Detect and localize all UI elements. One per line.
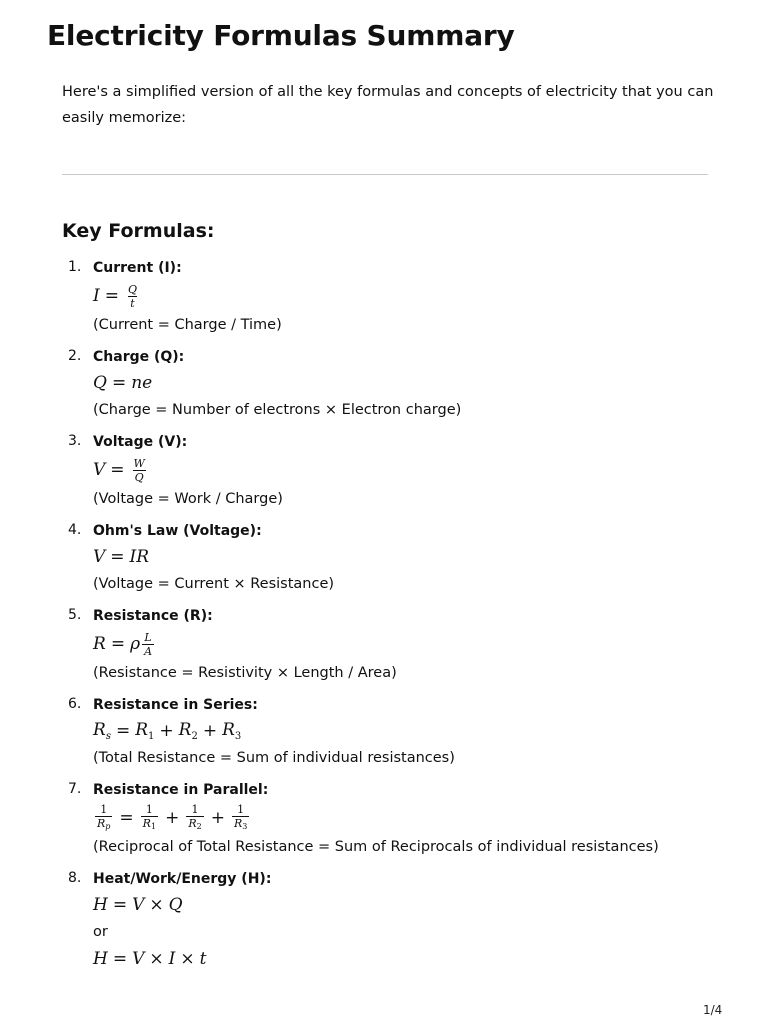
item-explanation: (Voltage = Current × Resistance) <box>93 576 335 592</box>
formula-item-voltage <box>68 432 728 510</box>
formula-item-series <box>68 695 728 769</box>
formula-item-ohms-law <box>68 521 728 595</box>
formula-resistance: R = ρ $\frac{L}{A}$ <box>93 630 153 658</box>
item-number: 1. <box>68 259 82 275</box>
page-title: Electricity Formulas Summary <box>47 19 515 52</box>
item-number: 8. <box>68 870 82 886</box>
formula-charge: Q = ne <box>93 373 153 393</box>
item-explanation: (Charge = Number of electrons × Electron charge) <box>93 402 462 418</box>
item-explanation: (Total Resistance = Sum of individual resistances) <box>93 750 455 766</box>
item-number: 7. <box>68 781 82 797</box>
formula-item-charge <box>68 347 728 421</box>
item-title: Heat/Work/Energy (H): <box>93 871 272 887</box>
formula-item-resistance <box>68 606 728 684</box>
item-explanation: (Reciprocal of Total Resistance = Sum of Reciprocals of individual resistances) <box>93 839 659 855</box>
formula-heat-energy-alt: H = V × I × t <box>93 949 207 969</box>
item-title: Resistance in Series: <box>93 697 258 713</box>
divider <box>62 174 708 175</box>
item-number: 6. <box>68 696 82 712</box>
item-explanation: (Resistance = Resistivity × Length / Area) <box>93 665 397 681</box>
item-title: Resistance (R): <box>93 608 213 624</box>
formula-voltage: V = $\frac{W}{Q}$ <box>93 456 145 484</box>
formula-item-current <box>68 258 728 336</box>
formula-item-parallel <box>68 780 728 858</box>
formula-series: $R_s$ = $R_1$ + $R_2$ + $R_3$ <box>93 720 242 742</box>
item-explanation: (Current = Charge / Time) <box>93 317 282 333</box>
item-number: 2. <box>68 348 82 364</box>
formula-list <box>68 258 728 984</box>
formula-item-heat-energy <box>68 869 728 973</box>
formula-parallel: $\frac{1}{Rp}$ = $\frac{1}{R1}$ + $\frac{1}{R2}$ + $\frac{1}{R3}$ <box>97 803 248 831</box>
item-number: 4. <box>68 522 82 538</box>
item-title: Current (I): <box>93 260 182 276</box>
item-number: 5. <box>68 607 82 623</box>
section-heading: Key Formulas: <box>62 220 215 242</box>
formula-ohms-law: V = IR <box>93 547 150 567</box>
intro-paragraph: Here's a simplified version of all the key formulas and concepts of electricity that you can easily memorize: <box>62 84 714 126</box>
item-title: Charge (Q): <box>93 349 185 365</box>
item-explanation: (Voltage = Work / Charge) <box>93 491 283 507</box>
item-title: Ohm's Law (Voltage): <box>93 523 262 539</box>
item-title: Voltage (V): <box>93 434 188 450</box>
formula-heat-energy: H = V × Q <box>93 895 183 915</box>
item-number: 3. <box>68 433 82 449</box>
page-number: 1/4 <box>703 1003 723 1017</box>
or-connector: or <box>93 924 108 940</box>
item-title: Resistance in Parallel: <box>93 782 269 798</box>
formula-current: I = $\frac{Q}{t}$ <box>93 282 137 310</box>
